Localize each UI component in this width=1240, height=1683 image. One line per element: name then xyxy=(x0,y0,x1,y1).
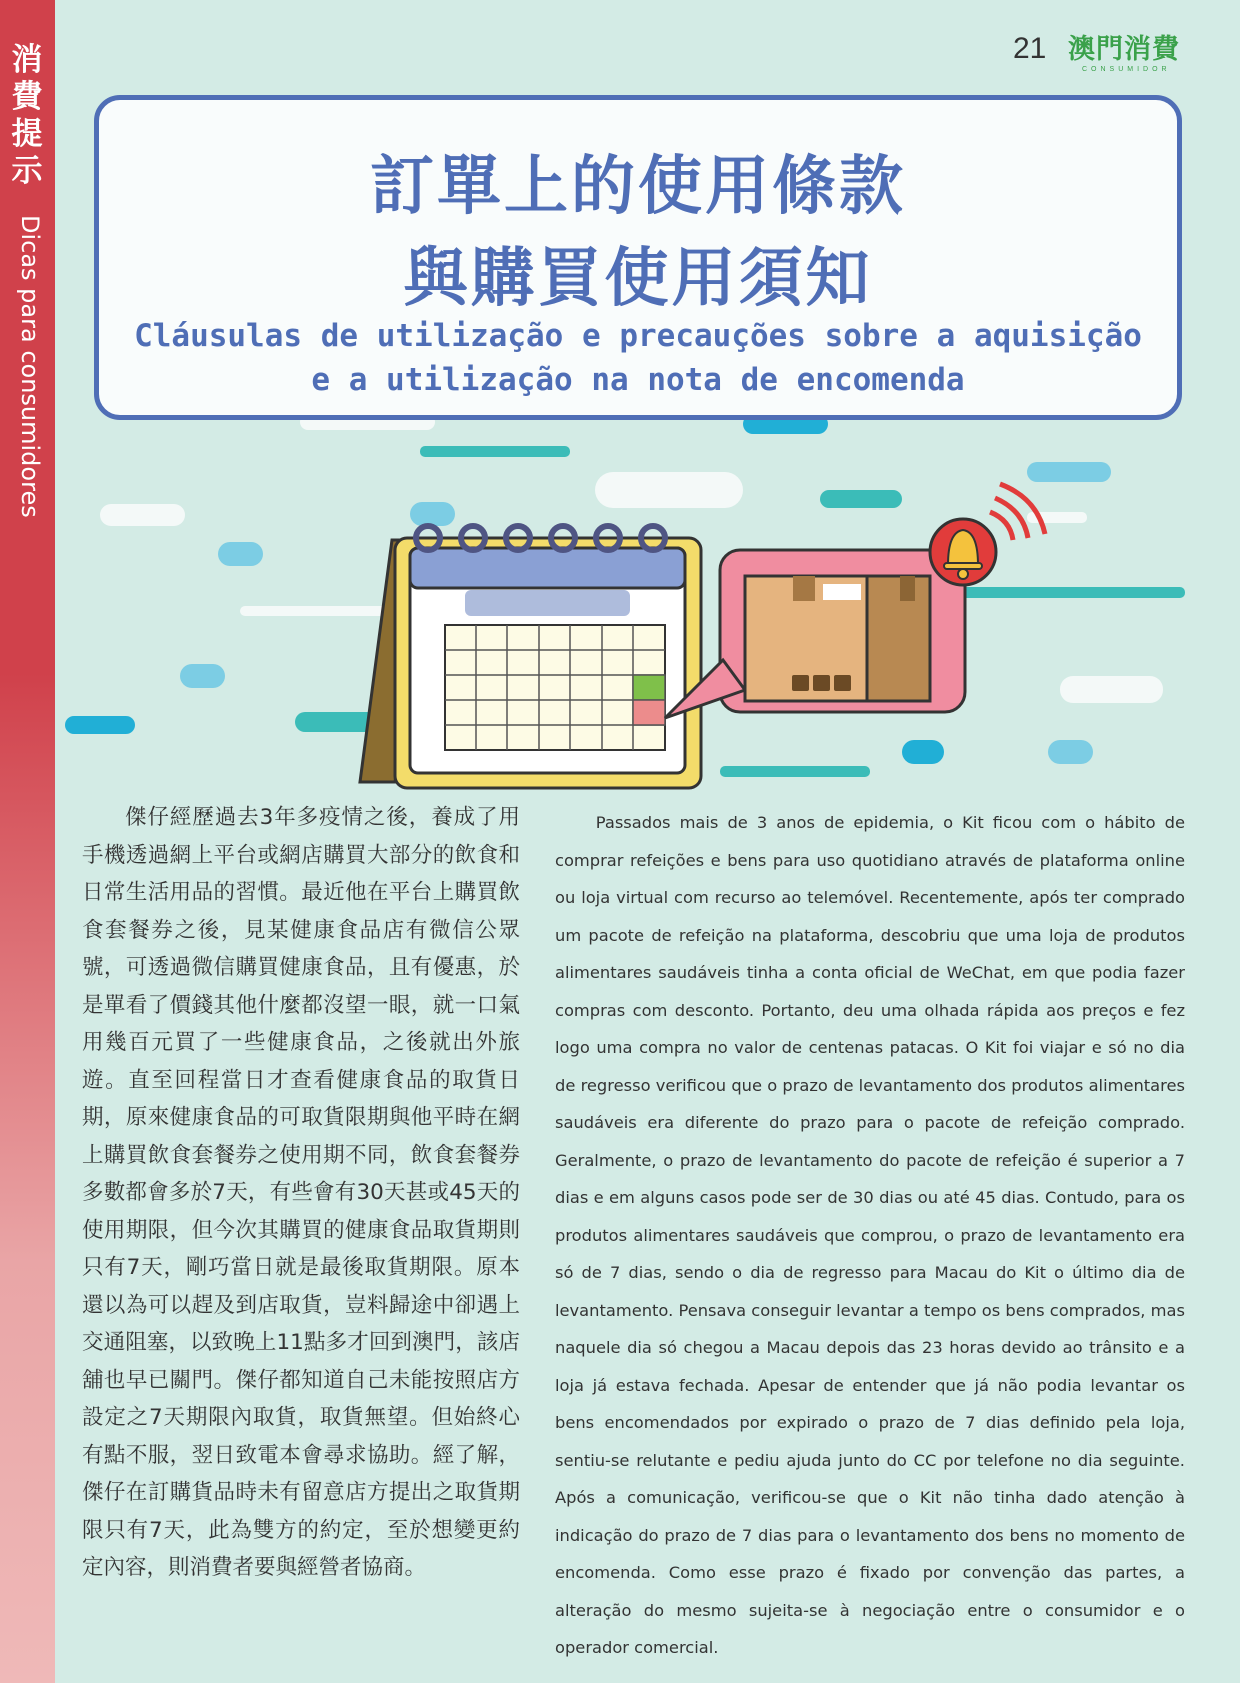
package-box-icon xyxy=(745,576,930,701)
brand-logo xyxy=(1068,34,1188,73)
title-zh-line1: 訂單上的使用條款 xyxy=(370,150,906,224)
title-zh-line2: 與購買使用須知 xyxy=(403,242,873,316)
title-pt-line1: Cláusulas de utilização e precauções sobre a aquisição xyxy=(134,318,1142,354)
sidebar-title-pt: Dicas para consumidores xyxy=(16,215,44,518)
title-box xyxy=(94,95,1182,420)
calendar-icon xyxy=(360,526,701,788)
sidebar-char: 示 xyxy=(11,153,43,189)
illustration xyxy=(55,420,1240,795)
sidebar-char: 消 xyxy=(11,42,43,78)
sidebar-char: 提 xyxy=(11,116,43,152)
sidebar-char: 費 xyxy=(11,79,43,115)
sidebar-title-zh xyxy=(4,42,50,190)
page-number: 21 xyxy=(1013,32,1047,65)
article-body-zh: 傑仔經歷過去3年多疫情之後，養成了用手機透過網上平台或網店購買大部分的飲食和日常生活用品的習慣。最近他在平台上購買飲食套餐券之後，見某健康食品店有微信公眾號，可透過微信購買健康食品，且有優惠，於是單看了價錢其他什麼都沒望一眼，就一口氣用幾百元買了一些健康食品，之後就出外旅遊。直至回程當日才查看健康食品的取貨日期，原來健康食品的可取貨限期與他平時在網上購買飲食套餐券之使用期不同，飲食套餐券多數都會多於7天，有些會有30天甚或45天的使用期限，但今次其購買的健康食品取貨期則只有7天，剛巧當日就是最後取貨期限。原本還以為可以趕及到店取貨，豈料歸途中卻遇上交通阻塞，以致晚上11點多才回到澳門，該店舖也早已關門。傑仔都知道自己未能按照店方設定之7天期限內取貨，取貨無望。但始終心有點不服，翌日致電本會尋求協助。經了解，傑仔在訂購貨品時未有留意店方提出之取貨期限只有7天，此為雙方的約定，至於想變更約定內容，則消費者要與經營者協商。 xyxy=(82,805,520,1580)
title-pt-line2: e a utilização na nota de encomenda xyxy=(311,362,965,398)
article-body-pt: Passados mais de 3 anos de epidemia, o Kit ficou com o hábito de comprar refeições e bens para uso quotidiano através de plataforma online ou loja virtual com recurso ao telemóvel. Recentemente, após ter comprado um pacote de refeição na plataforma, descobriu que uma loja de produtos alimentares saudáveis tinha a conta oficial de WeChat, em que podia fazer compras com desconto. Portanto, deu uma olhada rápida aos preços e fez logo uma compra no valor de centenas patacas. O Kit foi viajar e só no dia de regresso verificou que o prazo de levantamento dos produtos alimentares saudáveis era diferente do prazo para o pacote de refeição comprado. Geralmente, o prazo de levantamento do pacote de refeição é superior a 7 dias e em alguns casos pode ser de 30 dias ou até 45 dias. Contudo, para os produtos alimentares saudáveis que comprou, o prazo de levantamento era só de 7 dias, sendo o dia de regresso para Macau do Kit o último dia de levantamento. Pensava conseguir levantar a tempo os bens comprados, mas naquele dia só chegou a Macau depois das 23 horas devido ao trânsito e a loja já estava fechada. Apesar de entender que já não podia levantar os bens encomendados por expirado o prazo de 7 dias definido pela loja, sentiu-se relutante e pediu ajuda junto do CC por telefone no dia seguinte. Após a comunicação, verificou-se que o Kit não tinha dado atenção à indicação do prazo de 7 dias para o levantamento dos bens no momento de encomenda. Como esse prazo é fixado por convenção das partes, a alteração do mesmo sujeita-se à negociação entre o consumidor e o operador comercial. xyxy=(555,813,1185,1657)
brand-name: 澳門消費 xyxy=(1068,34,1180,65)
notification-bell-icon xyxy=(930,484,1045,585)
brand-subtitle: CONSUMIDOR xyxy=(1082,66,1171,73)
section-sidebar xyxy=(0,0,55,1683)
